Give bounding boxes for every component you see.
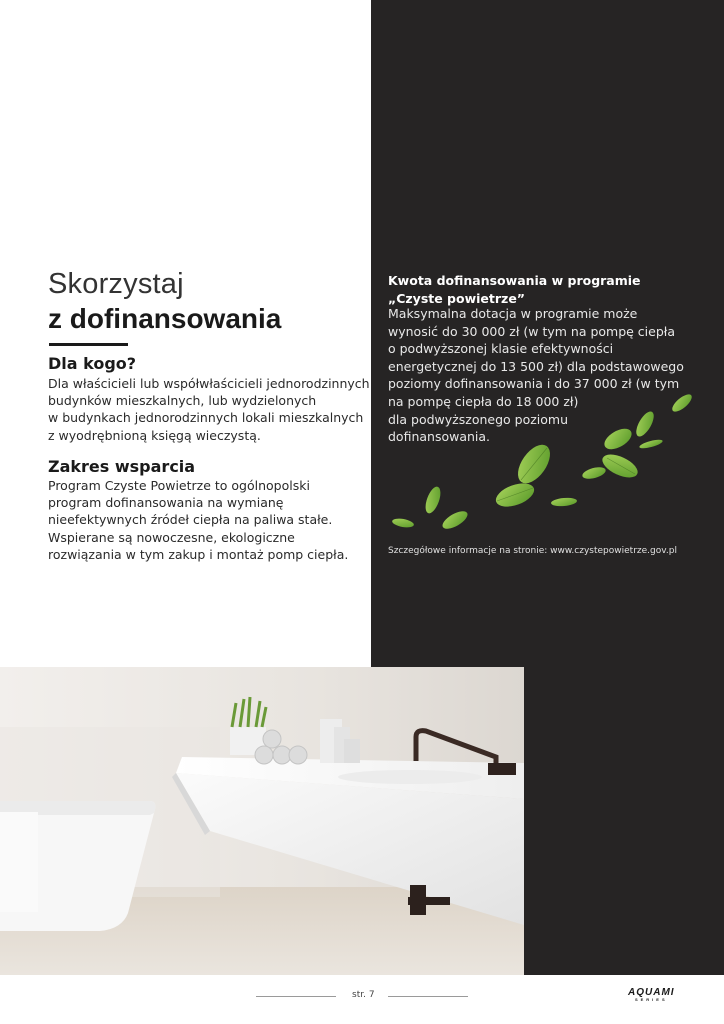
body-line: Program Czyste Powietrze to ogólnopolski [48, 478, 310, 493]
body-line: nieefektywnych źródeł ciepła na paliwa stałe. [48, 512, 333, 528]
leaf [639, 438, 664, 450]
section-body-zakres-wsparcia [48, 477, 363, 563]
leaf [670, 391, 695, 414]
funding-line: dla podwyższonego poziomu [388, 411, 568, 427]
leaves-illustration [371, 380, 724, 540]
footer-rule-left [256, 996, 336, 997]
heading-underline [49, 343, 128, 346]
body-line: z wyodrębnioną księgą wieczystą. [48, 427, 261, 443]
funding-line: energetycznej do 13 500 zł) dla podstawowego [388, 358, 684, 374]
section-title-dla-kogo: Dla kogo? [48, 354, 137, 373]
heading-light: Skorzystaj [48, 268, 184, 300]
bathroom-photo [0, 667, 524, 975]
funding-line: wynosić do 30 000 zł (w tym na pompę ciepła [388, 323, 675, 339]
leaf [440, 508, 470, 532]
funding-line: o podwyższonej klasie efektywności [388, 341, 614, 357]
leaf [633, 409, 657, 439]
footer-rule-right [388, 996, 468, 997]
funding-note: Szczegółowe informacje na stronie: www.czystepowietrze.gov.pl [388, 546, 677, 556]
body-line: Dla właścicieli lub współwłaścicieli jednorodzinnych [48, 376, 370, 391]
logo-text: AQUAMI [628, 987, 675, 998]
leaf [581, 465, 607, 481]
leaf [599, 450, 641, 482]
leaf [601, 425, 635, 454]
funding-title [388, 272, 641, 307]
heading-bold: z dofinansowania [48, 303, 282, 334]
leaf [493, 479, 537, 511]
leaf [391, 517, 414, 529]
funding-title-line: „Czyste powietrze” [388, 290, 526, 306]
body-line: program dofinansowania na wymianę [48, 495, 284, 511]
funding-title-line: Kwota dofinansowania w programie [388, 273, 641, 288]
logo-subtext: SERIES [634, 997, 668, 1002]
leaf [551, 497, 578, 507]
funding-line: dofinansowania. [388, 429, 491, 445]
funding-line: poziomy dofinansowania i do 37 000 zł (w tym [388, 376, 680, 392]
body-line: rozwiązania w tym zakup i montaż pomp ciepła. [48, 546, 349, 562]
section-title-zakres-wsparcia: Zakres wsparcia [48, 457, 196, 476]
funding-line: na pompę ciepła do 18 000 zł) [388, 393, 579, 409]
page-number: str. 7 [352, 990, 375, 1000]
aquami-logo [628, 987, 675, 1002]
section-body-dla-kogo [48, 375, 370, 444]
body-line: budynków mieszkalnych, lub wydzielonych [48, 393, 317, 409]
funding-line: Maksymalna dotacja w programie może [388, 306, 638, 321]
body-line: Wspierane są nowoczesne, ekologiczne [48, 529, 295, 545]
body-line: w budynkach jednorodzinnych lokali mieszkalnych [48, 410, 364, 426]
leaf [423, 485, 444, 515]
